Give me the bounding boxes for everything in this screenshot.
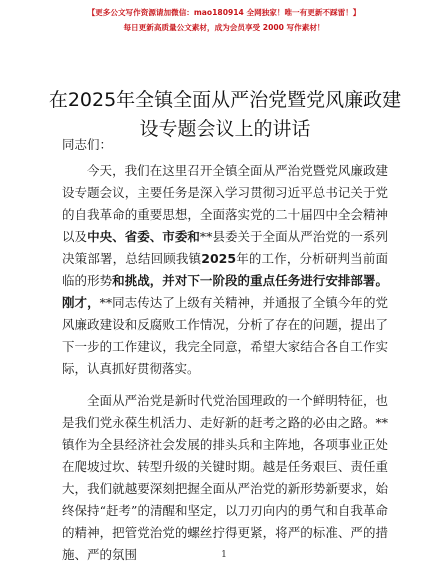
paragraph-1-bold-c: 和挑战，并对下一阶段的重点任务进行安排部署。刚才，	[62, 273, 388, 310]
promo-banner-line-1: 【更多公文写作资源请加微信：mao180914 全网独家！唯一有更新不踩雷！】	[87, 8, 361, 17]
paragraph-1-text-a: 今天，我们在这里召开全镇全面从严治党暨党风廉政建设专题会议，主要任务是深入学习贯彻习近平总书记关于党的自我革命的重要思想，全面落实党的二十届四中全会精神以及	[62, 163, 388, 244]
paragraph-1-text-c: 年的工作，分析研判当前面临的形势	[62, 251, 388, 288]
page-number: 1	[221, 550, 227, 560]
paragraph-1-text-d: **同志传达了上级有关精神，并通报了全镇今年的党风廉政建设和反腐败工作情况，分析了存在的问题，提出了下一步的工作建议，我完全同意，希望大家结合各自工作实际，认真抓好贯彻落实。	[62, 295, 388, 376]
paragraph-1	[62, 160, 388, 380]
greeting: 同志们：	[62, 137, 113, 152]
paragraph-1-bold-b: 2025	[201, 251, 237, 266]
paragraph-1-bold-a: 中央、省委、市委和	[87, 229, 200, 244]
promo-banner	[0, 5, 448, 35]
document-title: 在2025年全镇全面从严治党暨党风廉政建设专题会议上的讲话	[48, 89, 402, 140]
document-body	[62, 134, 388, 566]
paragraph-2: 全面从严治党是新时代党治国理政的一个鲜明特征，也是我们党永葆生机活力、走好新的赶考之路的必由之路。**镇作为全县经济社会发展的排头兵和主阵地，各项事业正处在爬坡过坎、转型升级的关键时期。越是任务艰巨、责任重大，我们就越要深刻把握全面从严治党的新形势新要求，始终保持“赶考”的清醒和坚定，以刀刃向内的勇气和自我革命的精神，把管党治党的螺丝拧得更紧，将严的标准、严的措施、严的氛围	[62, 393, 388, 562]
paragraph-1-text-b: **县委关于全面从严治党的一系列决策部署，总结回顾我镇	[62, 229, 388, 266]
promo-banner-line-2: 每日更新高质量公文素材，成为会员享受 2000 写作素材！	[123, 23, 325, 32]
